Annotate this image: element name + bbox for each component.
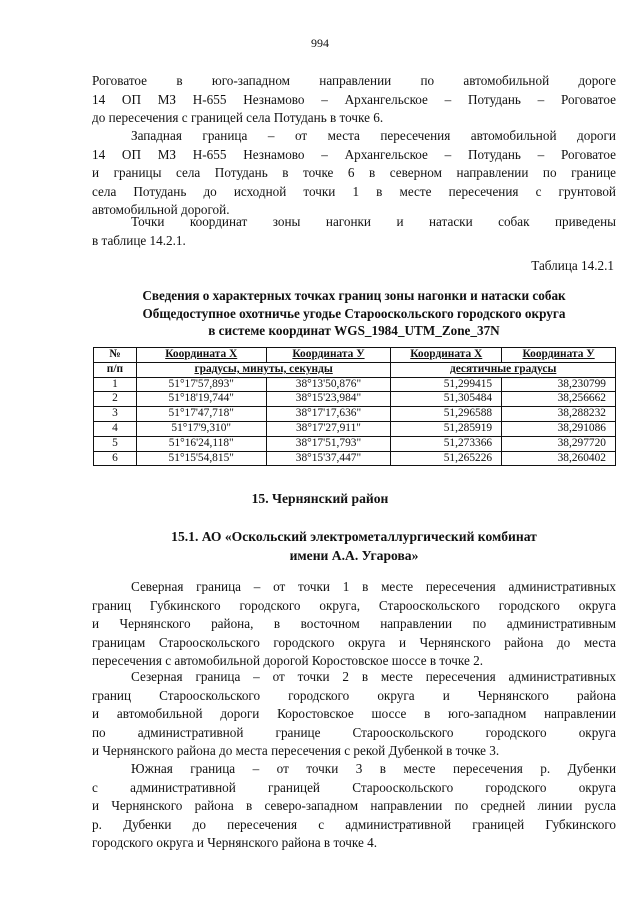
cell-y-dec: 38,291086: [502, 421, 616, 436]
text-line: и Чернянского района до места пересечения с рекой Дубенкой в точке 3.: [92, 743, 500, 758]
text-line: границам Старооскольского городского округа и Чернянского района до места: [92, 634, 616, 650]
table-caption: Таблица 14.2.1: [531, 258, 614, 273]
cell-x-dec: 51,305484: [391, 392, 502, 407]
text-line: границ Старооскольского городского округа и Чернянского района: [92, 687, 616, 703]
cell-y-dec: 38,256662: [502, 392, 616, 407]
cell-y-dms: 38°17'17,636": [266, 407, 391, 422]
text-line: и Чернянского района, в восточном направлении по административным: [92, 616, 616, 631]
coordinates-table: [93, 347, 616, 466]
cell-x-dec: 51,285919: [391, 421, 502, 436]
cell-x-dec: 51,273366: [391, 436, 502, 451]
header-number: №: [94, 348, 137, 363]
text-line: до пересечения с границей села Потудань в точке 6.: [92, 110, 384, 125]
text-line: Западная граница – от места пересечения автомобильной дороги: [131, 128, 616, 143]
cell-x-dec: 51,265226: [391, 451, 502, 466]
cell-y-dms: 38°15'23,984": [266, 392, 391, 407]
text-line: и автомобильной дороги Коростовское шоссе в юго-западном направлении: [92, 706, 616, 721]
cell-y-dms: 38°15'37,447": [266, 451, 391, 466]
cell-x-dms: 51°16'24,118": [136, 436, 266, 451]
text-line: и Чернянского района в северо-западном направлении по средней линии русла: [92, 798, 616, 813]
table-title: [92, 287, 616, 340]
text-line: по административной границе Старооскольского городского округа: [92, 724, 616, 740]
table-row: [94, 421, 616, 436]
cell-x-dms: 51°18'19,744": [136, 392, 266, 407]
header-y-dec: Координата У: [502, 348, 616, 363]
table-title-line: в системе координат WGS_1984_UTM_Zone_37N: [208, 323, 500, 338]
cell-number: 4: [94, 421, 137, 436]
text-line: с административной границей Старооскольского городского округа: [92, 779, 616, 795]
cell-y-dec: 38,260402: [502, 451, 616, 466]
cell-number: 3: [94, 407, 137, 422]
subheader-dec: десятичные градусы: [391, 362, 616, 377]
cell-x-dms: 51°17'9,310": [136, 421, 266, 436]
subsection-heading-line: 15.1. АО «Оскольский электрометаллургический комбинат: [171, 529, 537, 544]
cell-y-dms: 38°13'50,876": [266, 377, 391, 392]
cell-x-dec: 51,296588: [391, 407, 502, 422]
text-line: в таблице 14.2.1.: [92, 232, 186, 248]
text-line: Северная граница – от точки 1 в месте пересечения административных: [131, 579, 616, 594]
cell-y-dec: 38,230799: [502, 377, 616, 392]
north-border-paragraph: [92, 578, 616, 671]
table-title-line: Общедоступное охотничье угодье Старооскольского городского округа: [142, 305, 566, 321]
subsection-heading: [92, 527, 616, 565]
subsection-heading-line: имени А.А. Угарова»: [289, 548, 419, 563]
cell-x-dec: 51,299415: [391, 377, 502, 392]
text-line: р. Дубенки до пересечения с административной границей Губкинского: [92, 816, 616, 832]
south-border-paragraph: [92, 760, 616, 853]
cell-y-dec: 38,288232: [502, 407, 616, 422]
text-line: автомобильной дорогой.: [92, 202, 230, 217]
subheader-dms: градусы, минуты, секунды: [136, 362, 390, 377]
table-row: [94, 392, 616, 407]
section-heading: 15. Чернянский район: [251, 491, 389, 506]
header-y-dms: Координата У: [266, 348, 391, 363]
page-number: 994: [311, 36, 329, 50]
text-line: Роговатое в юго-западном направлении по автомобильной дороге: [92, 73, 616, 88]
text-line: Точки координат зоны нагонки и натаски собак приведены: [131, 214, 616, 229]
table-header-row: [94, 348, 616, 363]
text-line: городского округа и Чернянского района в точке 4.: [92, 835, 378, 850]
cell-x-dms: 51°15'54,815": [136, 451, 266, 466]
table-row: [94, 377, 616, 392]
cell-number: 1: [94, 377, 137, 392]
table-title-line: Сведения о характерных точках границ зоны нагонки и натаски собак: [142, 288, 566, 303]
intro-paragraph-1: [92, 72, 616, 128]
text-line: Южная граница – от точки 3 в месте пересечения р. Дубенки: [131, 761, 616, 776]
cell-number: 2: [94, 392, 137, 407]
text-line: пересечения с автомобильной дорогой Коростовское шоссе в точке 2.: [92, 653, 483, 668]
cell-x-dms: 51°17'47,718": [136, 407, 266, 422]
table-row: [94, 451, 616, 466]
table-row: [94, 407, 616, 422]
header-number-2: п/п: [94, 362, 137, 377]
table-row: [94, 436, 616, 451]
text-line: села Потудань до исходной точки 1 в месте пересечения с грунтовой: [92, 183, 616, 199]
cell-y-dec: 38,297720: [502, 436, 616, 451]
cell-y-dms: 38°17'51,793": [266, 436, 391, 451]
text-line: 14 ОП МЗ Н-655 Незнамово – Архангельское – Потудань – Роговатое: [92, 146, 616, 162]
cell-x-dms: 51°17'57,893": [136, 377, 266, 392]
text-line: и границы села Потудань в точке 6 в северном направлении по границе: [92, 165, 616, 180]
text-line: границ Губкинского городского округа, Старооскольского городского округа: [92, 597, 616, 613]
header-x-dec: Координата X: [391, 348, 502, 363]
cell-y-dms: 38°17'27,911": [266, 421, 391, 436]
cell-number: 6: [94, 451, 137, 466]
east-border-paragraph: [92, 668, 616, 761]
table-subheader-row: [94, 362, 616, 377]
header-x-dms: Координата X: [136, 348, 266, 363]
intro-paragraph-3: [92, 213, 616, 250]
text-line: Сезерная граница – от точки 2 в месте пересечения административных: [131, 669, 616, 684]
cell-number: 5: [94, 436, 137, 451]
intro-paragraph-2: [92, 127, 616, 220]
text-line: 14 ОП МЗ Н-655 Незнамово – Архангельское – Потудань – Роговатое: [92, 91, 616, 107]
